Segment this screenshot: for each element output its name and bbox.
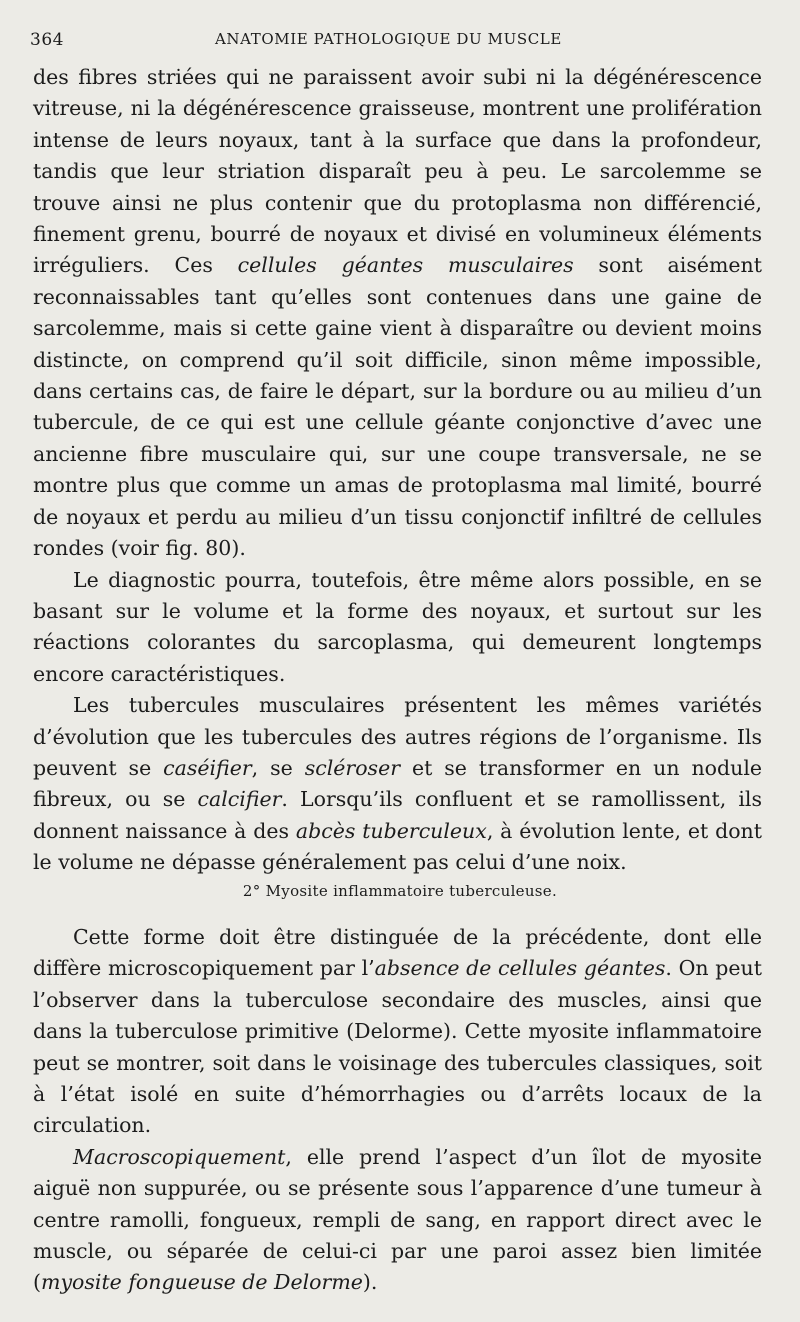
paragraph-3-italic-a: caséifier	[163, 755, 252, 780]
paragraph-3-text-a: Les tubercules musculaires présentent les mêmes variétés d’évolution que les tubercules des autres régions de l’organisme. Ils peuvent se	[33, 693, 762, 780]
paragraph-3-italic-b: scléroser	[304, 755, 401, 780]
paragraph-1	[33, 62, 762, 565]
paragraph-1-italic-a: cellules géantes musculaires	[237, 253, 574, 278]
paragraph-5	[33, 1142, 762, 1299]
paragraph-3-text-d: . Lorsqu’ils confluent et se ramollissent, ils donnent naissance à des	[33, 787, 762, 843]
running-head	[30, 30, 770, 54]
paragraph-5-text-b: ).	[362, 1270, 378, 1295]
paragraph-2	[33, 565, 762, 691]
paragraph-4	[33, 922, 762, 1142]
paragraph-3-italic-c: calcifier	[197, 787, 282, 812]
lower-text-block	[33, 922, 762, 1299]
paragraph-3-text-b: , se	[251, 755, 305, 780]
paragraph-4-text-a: Cette forme doit être distinguée de la précédente, dont elle diffère microscopiquement par l’	[33, 925, 762, 981]
paragraph-3	[33, 690, 762, 878]
upper-text-block	[33, 62, 762, 879]
section-heading: 2° Myosite inflammatoire tuberculeuse.	[242, 882, 558, 900]
paragraph-3-text-e: , à évolution lente, et dont le volume ne dépasse généralement pas celui d’une noix.	[33, 818, 762, 875]
paragraph-2-text: Le diagnostic pourra, toutefois, être même alors possible, en se basant sur le volume et la forme des noyaux, et surtout sur les réactions colorantes du sarcoplasma, qui demeurent longtemps encore caractéristiques.	[33, 567, 762, 686]
paragraph-4-text-b: . On peut l’observer dans la tuberculose secondaire des muscles, ainsi que dans la tuberculose primitive (Delorme). Cette myosite inflammatoire peut se montrer, soit dans le voisinage des tubercules classiques, soit à l’état isolé en suite d’hémorrhagies ou d’arrêts locaux de la circulation.	[33, 956, 762, 1138]
running-title: ANATOMIE PATHOLOGIQUE DU MUSCLE	[215, 30, 562, 48]
paragraph-1-text-a: des fibres striées qui ne paraissent avoir subi ni la dégénérescence vitreuse, ni la dégénérescence graisseuse, montrent une prolifération intense de leurs noyaux, tant à la surface que dans la profondeur, tandis que leur striation disparaît peu à peu. Le sarcolemme se trouve ainsi ne plus contenir que du protoplasma non différencié, finement grenu, bourré de noyaux et divisé en volumineux éléments irréguliers. Ces	[33, 65, 762, 278]
paragraph-4-italic-a: absence de cellules géantes	[374, 956, 666, 981]
paragraph-3-italic-d: abcès tuberculeux	[295, 818, 487, 843]
page-number: 364	[30, 30, 64, 50]
paragraph-3-text-c: et se transformer en un nodule fibreux, ou se	[33, 755, 763, 812]
paragraph-1-text-b: sont aisément reconnaissables tant qu’elles sont contenues dans une gaine de sarcolemme, mais si cette gaine vient à disparaître ou devient moins distincte, on comprend qu’il soit difficile, sinon même impossible, dans certains cas, de faire le départ, sur la bordure ou au milieu d’un tubercule, de ce qui est une cellule géante conjonctive d’avec une ancienne fibre musculaire qui, sur une coupe transversale, ne se montre plus que comme un amas de protoplasma mal limité, bourré de noyaux et perdu au milieu d’un tissu conjonctif infiltré de cellules rondes (voir fig. 80).	[33, 253, 762, 561]
paragraph-5-text-a: , elle prend l’aspect d’un îlot de myosite aiguë non suppurée, ou se présente sous l’apparence d’une tumeur à centre ramolli, fongueux, rempli de sang, en rapport direct avec le muscle, ou séparée de celui-ci par une paroi assez bien limitée (	[33, 1144, 762, 1295]
paragraph-5-italic-b: myosite fongueuse de Delorme	[41, 1270, 363, 1295]
paragraph-5-italic-a: Macroscopiquement	[73, 1144, 286, 1169]
